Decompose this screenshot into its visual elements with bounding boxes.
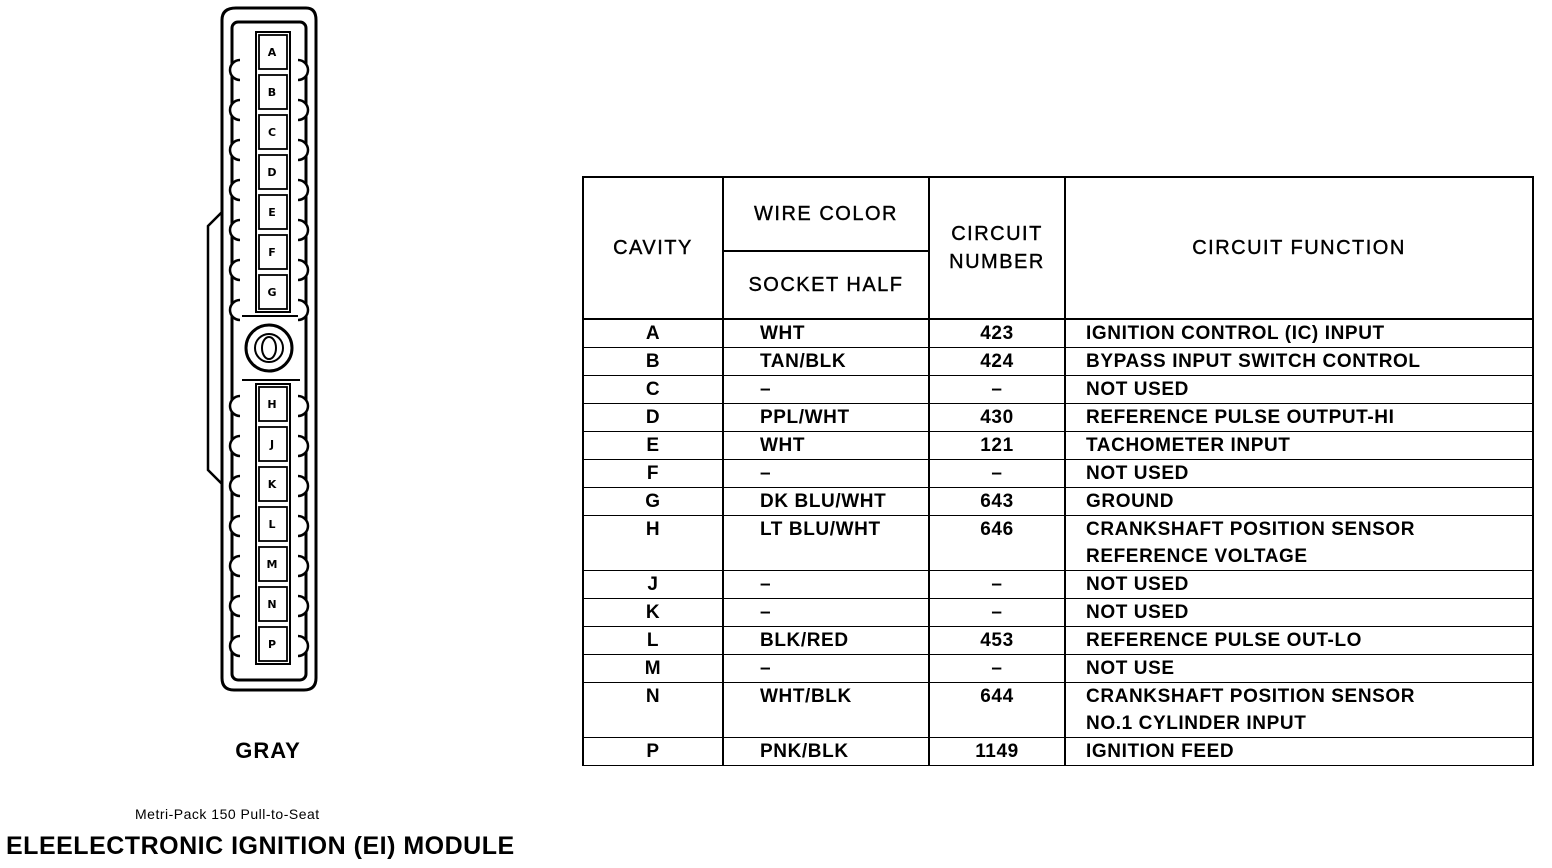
cell-cavity: L	[583, 627, 723, 655]
connector-scallop	[230, 596, 240, 616]
connector-scallop	[230, 436, 240, 456]
cell-wire-color: DK BLU/WHT	[723, 488, 929, 516]
header-cavity: CAVITY	[583, 177, 723, 319]
cell-circuit-number: 646	[929, 516, 1065, 571]
cell-circuit-function	[1065, 627, 1533, 655]
cell-cavity: G	[583, 488, 723, 516]
connector-scallop	[230, 636, 240, 656]
cell-circuit-number: 121	[929, 432, 1065, 460]
table-row	[583, 571, 1533, 599]
cell-wire-color: –	[723, 655, 929, 683]
cell-cavity: M	[583, 655, 723, 683]
connector-scallop	[230, 396, 240, 416]
cell-circuit-number: 644	[929, 683, 1065, 738]
cell-circuit-number: –	[929, 571, 1065, 599]
cell-cavity: P	[583, 738, 723, 766]
connector-pin-label: E	[268, 206, 276, 219]
cell-cavity: F	[583, 460, 723, 488]
table-row	[583, 683, 1533, 738]
connector-pin-label: N	[267, 598, 277, 611]
cell-cavity: N	[583, 683, 723, 738]
cell-cavity: E	[583, 432, 723, 460]
header-socket-half: SOCKET HALF	[723, 251, 929, 319]
cell-circuit-function	[1065, 376, 1533, 404]
connector-pin-label: G	[267, 286, 277, 299]
table-row	[583, 432, 1533, 460]
circuit-function-line-2: REFERENCE VOLTAGE	[1086, 546, 1308, 567]
header-wire-color: WIRE COLOR	[723, 177, 929, 251]
circuit-function-line: NOT USED	[1086, 379, 1189, 400]
connector-scallop	[230, 60, 240, 80]
cell-circuit-function	[1065, 404, 1533, 432]
pinout-table	[582, 176, 1534, 766]
connector-scallop	[230, 556, 240, 576]
cell-wire-color: WHT/BLK	[723, 683, 929, 738]
cell-wire-color: –	[723, 460, 929, 488]
cell-circuit-function	[1065, 571, 1533, 599]
cell-circuit-function	[1065, 683, 1533, 738]
circuit-function-line: REFERENCE PULSE OUT-LO	[1086, 630, 1363, 651]
connector-pin-label: P	[267, 638, 277, 651]
cell-wire-color: –	[723, 376, 929, 404]
connector-pins-top	[259, 35, 287, 309]
cell-circuit-function	[1065, 599, 1533, 627]
circuit-function-line: BYPASS INPUT SWITCH CONTROL	[1086, 351, 1421, 372]
table-row	[583, 599, 1533, 627]
connector-pin-label: M	[266, 558, 278, 571]
table-row	[583, 460, 1533, 488]
cell-circuit-number: 643	[929, 488, 1065, 516]
connector-scallop	[230, 260, 240, 280]
cell-cavity: B	[583, 348, 723, 376]
connector-scallop	[298, 140, 308, 160]
cell-circuit-function	[1065, 738, 1533, 766]
cell-circuit-function	[1065, 516, 1533, 571]
cell-circuit-function	[1065, 348, 1533, 376]
connector-scallop	[230, 516, 240, 536]
circuit-function-line: IGNITION FEED	[1086, 741, 1235, 762]
cell-wire-color: PNK/BLK	[723, 738, 929, 766]
connector-pin-label: C	[267, 126, 277, 139]
cell-wire-color: –	[723, 599, 929, 627]
circuit-function-line: TACHOMETER INPUT	[1086, 435, 1291, 456]
cell-wire-color: BLK/RED	[723, 627, 929, 655]
connector-scallop	[298, 260, 308, 280]
circuit-function-line: GROUND	[1086, 491, 1175, 512]
table-row	[583, 655, 1533, 683]
connector-color-label: GRAY	[235, 738, 301, 763]
cell-cavity: A	[583, 319, 723, 348]
table-row	[583, 376, 1533, 404]
connector-pin-label: D	[267, 166, 277, 179]
cell-circuit-number: –	[929, 655, 1065, 683]
table-row	[583, 627, 1533, 655]
connector-pins-bottom	[259, 387, 287, 661]
table-row	[583, 738, 1533, 766]
connector-scallop	[298, 180, 308, 200]
connector-scallop	[298, 516, 308, 536]
connector-scallop	[298, 436, 308, 456]
connector-scallop	[230, 476, 240, 496]
cell-circuit-number: 424	[929, 348, 1065, 376]
connector-type-label: Metri-Pack 150 Pull-to-Seat	[135, 806, 320, 822]
cell-circuit-number: 430	[929, 404, 1065, 432]
table-row	[583, 488, 1533, 516]
connector-pin-label: H	[267, 398, 277, 411]
connector-diagram	[195, 0, 335, 700]
cell-cavity: D	[583, 404, 723, 432]
cell-circuit-function	[1065, 319, 1533, 348]
table-row	[583, 319, 1533, 348]
connector-scallop	[298, 596, 308, 616]
connector-scallop	[230, 220, 240, 240]
cell-cavity: C	[583, 376, 723, 404]
circuit-function-line: NOT USED	[1086, 602, 1189, 623]
cell-circuit-function	[1065, 488, 1533, 516]
circuit-function-line: CRANKSHAFT POSITION SENSOR	[1086, 519, 1416, 540]
connector-scallop	[298, 636, 308, 656]
table-row	[583, 516, 1533, 571]
module-title: ELEELECTRONIC IGNITION (EI) MODULE	[6, 832, 515, 860]
connector-pin-label: K	[267, 478, 277, 491]
cell-circuit-function	[1065, 655, 1533, 683]
cell-wire-color: PPL/WHT	[723, 404, 929, 432]
circuit-function-line: IGNITION CONTROL (IC) INPUT	[1086, 323, 1385, 344]
cell-cavity: J	[583, 571, 723, 599]
cell-circuit-number: –	[929, 599, 1065, 627]
connector-scallop	[298, 476, 308, 496]
cell-wire-color: WHT	[723, 319, 929, 348]
cell-wire-color: –	[723, 571, 929, 599]
cell-circuit-number: 423	[929, 319, 1065, 348]
cell-circuit-function	[1065, 432, 1533, 460]
connector-pin-label: F	[268, 246, 276, 259]
connector-scallop	[230, 100, 240, 120]
cell-wire-color: WHT	[723, 432, 929, 460]
cell-wire-color: LT BLU/WHT	[723, 516, 929, 571]
circuit-function-line: NOT USED	[1086, 463, 1189, 484]
circuit-function-line-2: NO.1 CYLINDER INPUT	[1086, 713, 1307, 734]
connector-scallop	[230, 300, 240, 320]
circuit-function-line: NOT USED	[1086, 574, 1189, 595]
cell-wire-color: TAN/BLK	[723, 348, 929, 376]
connector-scallop	[298, 100, 308, 120]
circuit-function-line: CRANKSHAFT POSITION SENSOR	[1086, 686, 1416, 707]
cell-cavity: K	[583, 599, 723, 627]
table-row	[583, 348, 1533, 376]
header-circuit-function: CIRCUIT FUNCTION	[1065, 177, 1533, 319]
cell-circuit-number: 453	[929, 627, 1065, 655]
cell-circuit-number: –	[929, 376, 1065, 404]
connector-scallop	[298, 300, 308, 320]
connector-scallop	[298, 220, 308, 240]
connector-scallop	[298, 60, 308, 80]
connector-pin-label: J	[269, 438, 275, 451]
cell-circuit-number: 1149	[929, 738, 1065, 766]
cell-circuit-function	[1065, 460, 1533, 488]
circuit-function-line: REFERENCE PULSE OUTPUT-HI	[1086, 407, 1395, 428]
cell-cavity: H	[583, 516, 723, 571]
connector-pin-label: B	[267, 86, 277, 99]
connector-pin-label: L	[268, 518, 276, 531]
circuit-function-line: NOT USE	[1086, 658, 1175, 679]
table-row	[583, 404, 1533, 432]
connector-pin-label: A	[267, 46, 277, 59]
connector-scallop	[230, 180, 240, 200]
connector-scallop	[298, 396, 308, 416]
connector-scallop	[230, 140, 240, 160]
header-circuit-number: CIRCUIT NUMBER	[929, 177, 1065, 319]
connector-scallop	[298, 556, 308, 576]
cell-circuit-number: –	[929, 460, 1065, 488]
